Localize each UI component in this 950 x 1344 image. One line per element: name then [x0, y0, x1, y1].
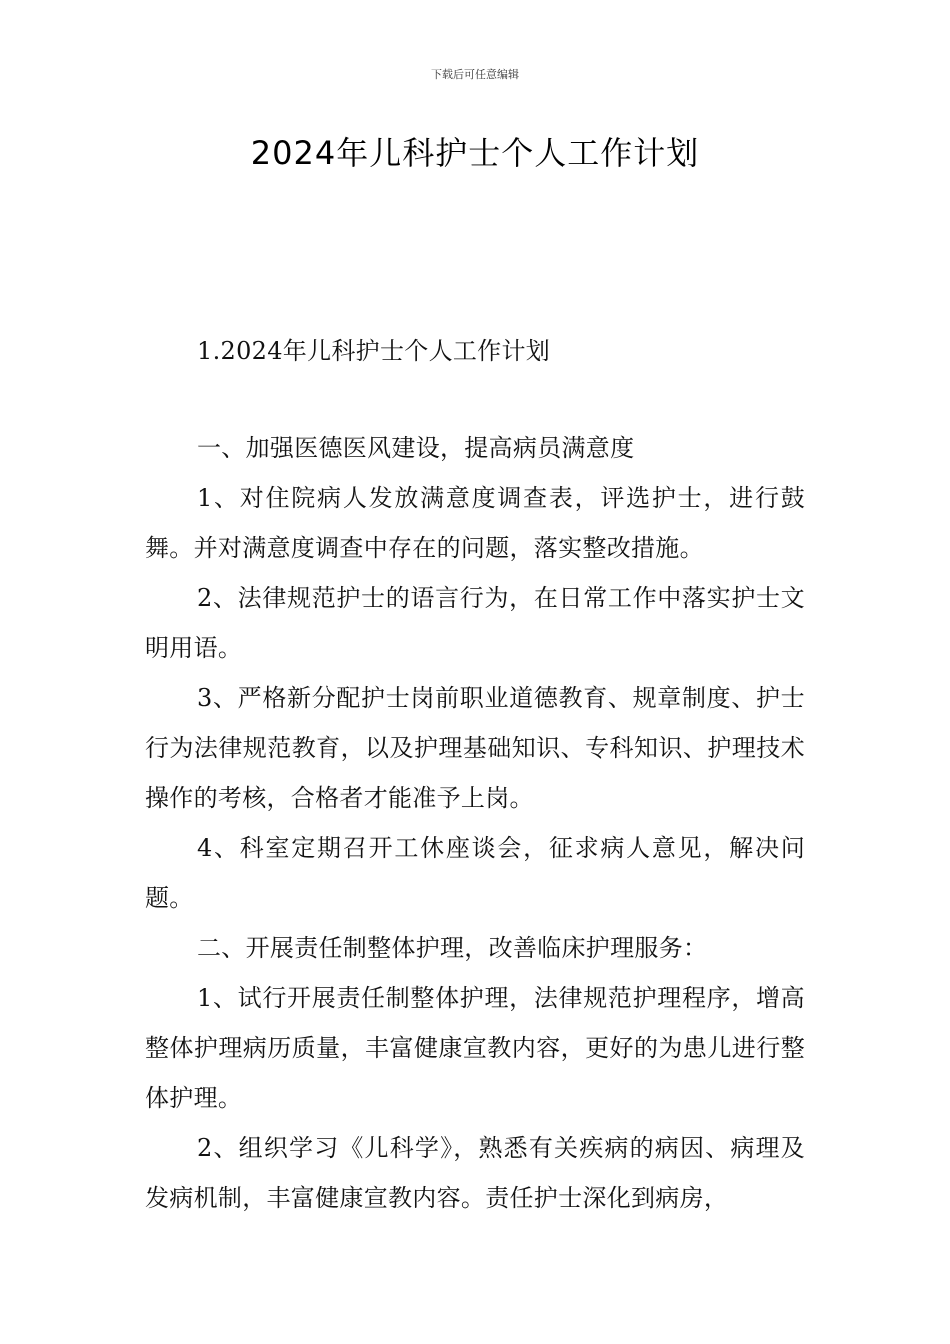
document-title: 2024年儿科护士个人工作计划: [250, 134, 700, 172]
section-subtitle: [145, 326, 805, 376]
paragraph: 一、加强医德医风建设，提高病员满意度: [197, 434, 635, 462]
document-body: [145, 423, 805, 1223]
subtitle-text: 1.2024年儿科护士个人工作计划: [197, 337, 551, 365]
paragraph: 1、试行开展责任制整体护理，法律规范护理程序，增高整体护理病历质量，丰富健康宣教内容，更好的为患儿进行整体护理。: [145, 984, 805, 1112]
header-note: 下载后可任意编辑: [431, 68, 519, 81]
paragraph: 二、开展责任制整体护理，改善临床护理服务：: [197, 934, 708, 962]
paragraph: 4、科室定期召开工休座谈会，征求病人意见，解决问题。: [145, 834, 805, 912]
paragraph: 2、法律规范护士的语言行为，在日常工作中落实护士文明用语。: [145, 584, 805, 662]
paragraph: 2、组织学习《儿科学》，熟悉有关疾病的病因、病理及发病机制，丰富健康宣教内容。责任护士深化到病房，: [145, 1134, 805, 1212]
paragraph: 1、对住院病人发放满意度调查表，评选护士，进行鼓舞。并对满意度调查中存在的问题，落实整改措施。: [145, 484, 805, 562]
paragraph: 3、严格新分配护士岗前职业道德教育、规章制度、护士行为法律规范教育，以及护理基础知识、专科知识、护理技术操作的考核，合格者才能准予上岗。: [145, 684, 805, 812]
